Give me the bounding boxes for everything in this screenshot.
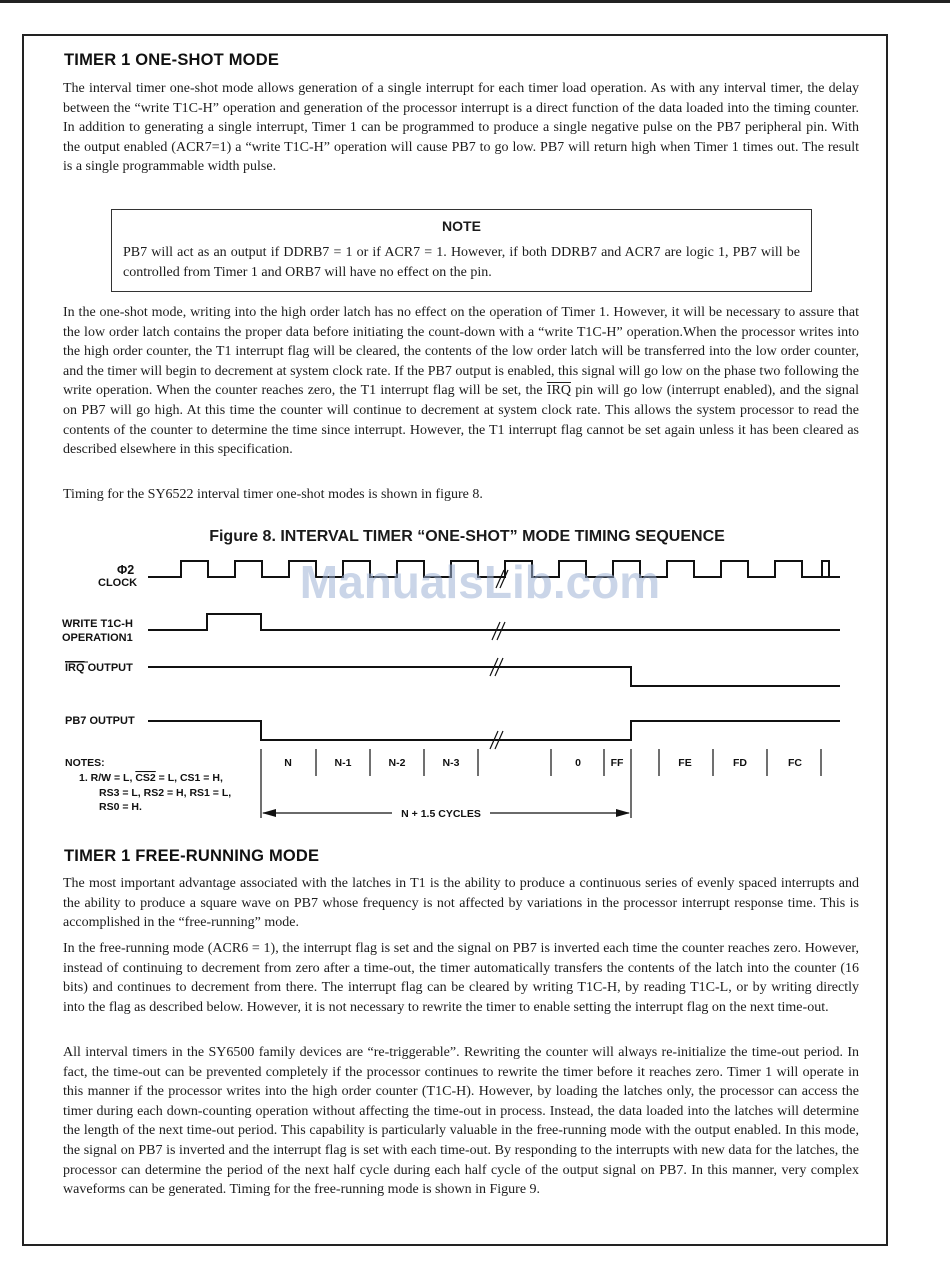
count-label: 0: [575, 757, 581, 769]
free-running-paragraph-3: All interval timers in the SY6500 family devices are “re-triggerable”. Rewriting the counter will always re-initialize the time-out period. In fact, the time-out can be prevented completely if the processor continues to rewrite the timer before it reaches zero. Timer 1 will operate in this manner if the processor writes into the high order counter (T1C-H). However, by loading the latches only, the processor can access the timer during each down-counting operation without affecting the time-out in process. Instead, the data loaded into the latches will determine the length of the next time-out period. This capability is particularly valuable in the free-running mode with the output enabled. In this mode, the signal on PB7 is inverted and the interrupt flag is set with each time-out. By responding to the interrupts with new data for the latches, the processor can determine the period of the next half cycle during each half cycle of the output signal on PB7. In this manner, very complex waveforms can be generated. Timing for the free-running mode is shown in Figure 9.: [63, 1045, 859, 1198]
para2-text-b: pin will go low (interrupt enabled), and the signal on PB7 will go high. At this time the counter will continue to decrement at system clock rate. This allows the system processor to read the contents of the counter to determine the time since interrupt. However, the T1 interrupt flag cannot be set again unless it has been cleared as described elsewhere in this specification.: [63, 383, 859, 458]
one-shot-paragraph-1: The interval timer one-shot mode allows generation of a single interrupt for each timer load operation. As with any interval timer, the delay between the “write T1C-H” operation and generation of the processor interrupt is a direct function of the data loaded into the timing counter. In addition to generating a single interrupt, Timer 1 can be programmed to produce a single negative pulse on the PB7 peripheral pin. With the output enabled (ACR7=1) a “write T1C-H” operation will cause PB7 to go low. PB7 will return high when Timer 1 times out. The result is a single programmable width pulse.: [63, 81, 859, 175]
irq-waveform: [148, 667, 840, 686]
write-label-1: WRITE T1C-H: [62, 618, 133, 630]
note-line-2: RS3 = L, RS2 = H, RS1 = L,: [99, 787, 232, 799]
count-label: FE: [678, 757, 692, 769]
note-text: PB7 will act as an output if DDRB7 = 1 or if ACR7 = 1. However, if both DDRB7 and ACR7 are logic 1, PB7 will be controlled from Timer 1 and ORB7 will have no effect on the pin.: [123, 245, 800, 280]
count-label: FD: [733, 757, 747, 769]
pb7-waveform: [148, 721, 840, 740]
section-heading-free-running: TIMER 1 FREE-RUNNING MODE: [64, 847, 320, 865]
count-label: N-2: [388, 757, 406, 769]
count-label: FC: [788, 757, 802, 769]
notes-heading: NOTES:: [65, 757, 105, 769]
note-line-3: RS0 = H.: [99, 801, 142, 813]
count-label: N-1: [334, 757, 352, 769]
note-cs2: CS2: [135, 772, 156, 784]
irq-output-label: [65, 662, 133, 674]
count-label: N: [284, 757, 292, 769]
free-running-paragraph-2: In the free-running mode (ACR6 = 1), the interrupt flag is set and the signal on PB7 is inverted each time the counter reaches zero. However, instead of continuing to decrement from zero after a time-out, the timer automatically transfers the contents of the latch into the counter (16 bits) and continues to decrement from there. The interrupt flag can be cleared by writing T1C-H, by reading T1C-L, or by writing directly into the flag as described below. However, it is not necessary to rewrite the timer to enable setting the interrupt flag on the next time-out.: [63, 941, 859, 1015]
section-heading-one-shot: TIMER 1 ONE-SHOT MODE: [64, 51, 280, 69]
irq-label-rest: OUTPUT: [84, 662, 133, 674]
irq-label-overline: IRQ: [65, 662, 85, 674]
count-label: N-3: [442, 757, 460, 769]
clock-label: CLOCK: [98, 577, 138, 589]
note-line-1b: = L, CS1 = H,: [155, 772, 223, 784]
clock-label-phi2: Φ2: [117, 563, 135, 577]
cycles-label: N + 1.5 CYCLES: [401, 808, 481, 820]
note-line-1: [79, 772, 223, 784]
one-shot-paragraph-3: Timing for the SY6522 interval timer one-shot modes is shown in figure 8.: [63, 487, 483, 502]
pb7-output-label: PB7 OUTPUT: [65, 715, 135, 727]
free-running-paragraph-1: The most important advantage associated with the latches in T1 is the ability to produce a continuous series of evenly spaced interrupts and the ability to produce a square wave on PB7 whose frequency is not affected by variations in the processor interrupt response time. This is accomplished in the “free-running” mode.: [63, 876, 859, 931]
count-label: FF: [610, 757, 624, 769]
note-title: NOTE: [442, 218, 481, 234]
para2-text-a: In the one-shot mode, writing into the high order latch has no effect on the operation of Timer 1. However, it will be necessary to assure that the low order latch contains the proper data before initiating the count-down with a “write T1C-H” operation.When the processor writes into the high order counter, the T1 interrupt flag will be cleared, the contents of the low order latch will be transferred into the low order counter, and the timer will begin to decrement at system clock rate. If the PB7 output is enabled, this signal will go low on the phase two following the write operation. When the counter reaches zero, the T1 interrupt flag will be set, the: [63, 305, 859, 399]
write-t1ch-waveform: [148, 614, 840, 630]
irq-overline-text: $\overline{IRQ}$: [546, 383, 571, 399]
note-line-1a: 1. R/W = L,: [79, 772, 136, 784]
write-label-2: OPERATION1: [62, 632, 133, 644]
watermark: ManualsLib.com: [299, 556, 661, 608]
figure-title: Figure 8. INTERVAL TIMER “ONE-SHOT” MODE TIMING SEQUENCE: [209, 528, 725, 545]
